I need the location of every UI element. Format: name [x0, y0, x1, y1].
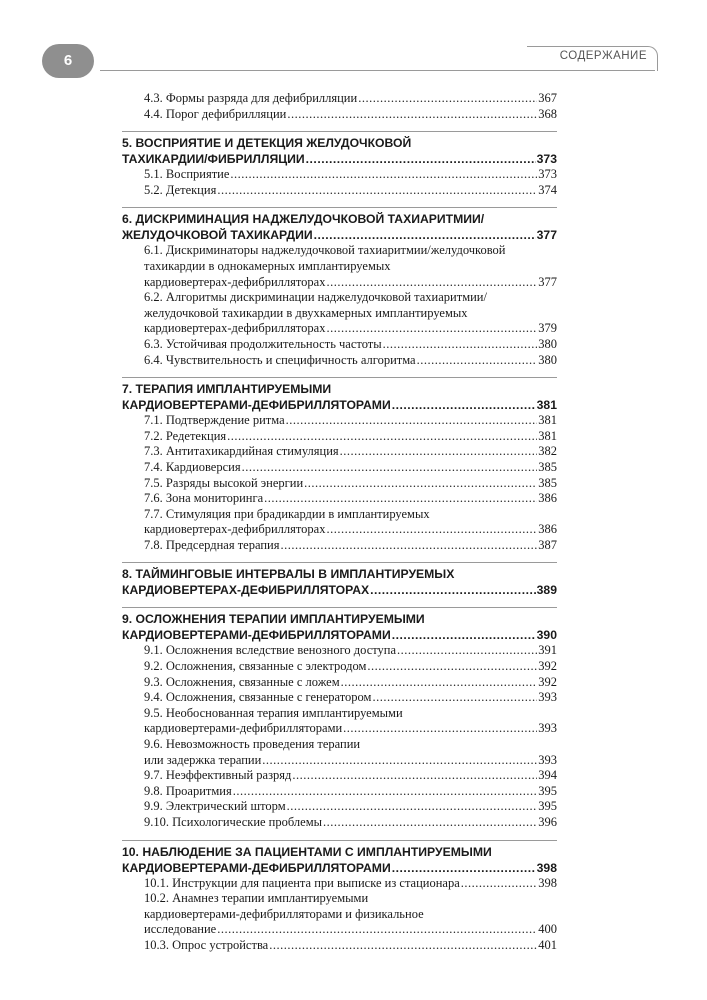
toc-entry[interactable]: 7.3. Антитахикардийная стимуляция ..... 382 [122, 444, 557, 460]
chapter-title: 9. ОСЛОЖНЕНИЯ ТЕРАПИИ ИМПЛАНТИРУЕМЫМИ [122, 612, 425, 627]
toc-entry[interactable]: 6.3. Устойчивая продолжительность частоты ..... 380 [122, 337, 557, 353]
chapter-9[interactable] [122, 611, 557, 643]
chapter-5[interactable] [122, 135, 557, 167]
toc-entry[interactable]: 7.2. Редетекция ..... 381 [122, 429, 557, 445]
chapter-divider [122, 131, 557, 132]
toc-entry[interactable]: 9.5. Необоснованная терапия имплантируемыми кардиовертерами-дефибрилляторами ..... 393 [122, 706, 557, 737]
toc-entry[interactable]: 7.1. Подтверждение ритма ..... 381 [122, 413, 557, 429]
toc-entry[interactable]: 7.7. Стимуляция при брадикардии в имплантируемых кардиовертерах-дефибрилляторах ..... 386 [122, 507, 557, 538]
toc-entry[interactable]: 7.6. Зона мониторинга ..... 386 [122, 491, 557, 507]
chapter-title: 5. ВОСПРИЯТИЕ И ДЕТЕКЦИЯ ЖЕЛУДОЧКОВОЙ [122, 136, 412, 151]
table-of-contents [122, 91, 557, 954]
page-header [0, 0, 707, 80]
toc-entry[interactable]: 9.8. Проаритмия ..... 395 [122, 784, 557, 800]
toc-entry[interactable]: 9.2. Осложнения, связанные с электродом ..... 392 [122, 659, 557, 675]
toc-entry[interactable]: 7.4. Кардиоверсия ..... 385 [122, 460, 557, 476]
toc-entry[interactable]: 5.1. Восприятие ..... 373 [122, 167, 557, 183]
chapter-divider [122, 377, 557, 378]
chapter-divider [122, 840, 557, 841]
chapter-title: 8. ТАЙМИНГОВЫЕ ИНТЕРВАЛЫ В ИМПЛАНТИРУЕМЫХ [122, 567, 455, 582]
chapter-6[interactable] [122, 211, 557, 243]
chapter-title-line: КАРДИОВЕРТЕРАМИ-ДЕФИБРИЛЛЯТОРАМИ ..... 398 [122, 860, 557, 876]
toc-entry[interactable]: 10.3. Опрос устройства ..... 401 [122, 938, 557, 954]
toc-entry[interactable]: 7.5. Разряды высокой энергии ..... 385 [122, 476, 557, 492]
toc-entry[interactable]: 6.4. Чувствительность и специфичность алгоритма ..... 380 [122, 353, 557, 369]
toc-entry[interactable]: 4.3. Формы разряда для дефибрилляции ..... 367 [122, 91, 557, 107]
toc-entry[interactable]: 6.2. Алгоритмы дискриминации наджелудочковой тахиаритмии/ желудочковой тахикардии в двухкамерных имплантируемых кардиовертерах-дефибрилляторах ..... 379 [122, 290, 557, 337]
toc-entry[interactable]: 9.4. Осложнения, связанные с генератором ..... 393 [122, 690, 557, 706]
toc-entry[interactable]: 9.1. Осложнения вследствие венозного доступа ..... 391 [122, 643, 557, 659]
toc-entry[interactable]: 4.4. Порог дефибрилляции ..... 368 [122, 107, 557, 123]
chapter-title-line: КАРДИОВЕРТЕРАМИ-ДЕФИБРИЛЛЯТОРАМИ ..... 381 [122, 397, 557, 413]
chapter-title: 10. НАБЛЮДЕНИЕ ЗА ПАЦИЕНТАМИ С ИМПЛАНТИРУЕМЫМИ [122, 844, 492, 859]
toc-entry[interactable]: 6.1. Дискриминаторы наджелудочковой тахиаритмии/желудочковой тахикардии в однокамерных имплантируемых кардиовертерах-дефибрилляторах ..... 377 [122, 243, 557, 290]
toc-entry[interactable]: 9.9. Электрический шторм ..... 395 [122, 799, 557, 815]
chapter-title-line: КАРДИОВЕРТЕРАХ-ДЕФИБРИЛЛЯТОРАХ ..... 389 [122, 582, 557, 598]
toc-entry[interactable]: 9.10. Психологические проблемы ..... 396 [122, 815, 557, 831]
toc-entry[interactable]: 9.7. Неэффективный разряд ..... 394 [122, 768, 557, 784]
toc-entry[interactable]: 10.1. Инструкции для пациента при выписке из стационара ..... 398 [122, 876, 557, 892]
chapter-title: 7. ТЕРАПИЯ ИМПЛАНТИРУЕМЫМИ [122, 382, 332, 397]
toc-entry[interactable]: 9.6. Невозможность проведения терапии или задержка терапии ..... 393 [122, 737, 557, 768]
page-number-badge: 6 [42, 44, 94, 78]
toc-entry[interactable]: 5.2. Детекция ..... 374 [122, 183, 557, 199]
toc-entry[interactable]: 10.2. Анамнез терапии имплантируемыми кардиовертерами-дефибрилляторами и физикальное исследование ..... 400 [122, 891, 557, 938]
chapter-8[interactable] [122, 566, 557, 598]
chapter-title-line: КАРДИОВЕРТЕРАМИ-ДЕФИБРИЛЛЯТОРАМИ ..... 390 [122, 627, 557, 643]
chapter-divider [122, 562, 557, 563]
toc-entry[interactable]: 9.3. Осложнения, связанные с ложем ..... 392 [122, 675, 557, 691]
chapter-divider [122, 207, 557, 208]
chapter-title-line: ЖЕЛУДОЧКОВОЙ ТАХИКАРДИИ ..... 377 [122, 227, 557, 243]
chapter-title: 6. ДИСКРИМИНАЦИЯ НАДЖЕЛУДОЧКОВОЙ ТАХИАРИТМИИ/ [122, 212, 485, 227]
toc-entry[interactable]: 7.8. Предсердная терапия ..... 387 [122, 538, 557, 554]
section-title: СОДЕРЖАНИЕ [556, 50, 647, 62]
chapter-divider [122, 607, 557, 608]
chapter-title-line: ТАХИКАРДИИ/ФИБРИЛЛЯЦИИ ..... 373 [122, 151, 557, 167]
chapter-7[interactable] [122, 381, 557, 413]
chapter-10[interactable] [122, 844, 557, 876]
